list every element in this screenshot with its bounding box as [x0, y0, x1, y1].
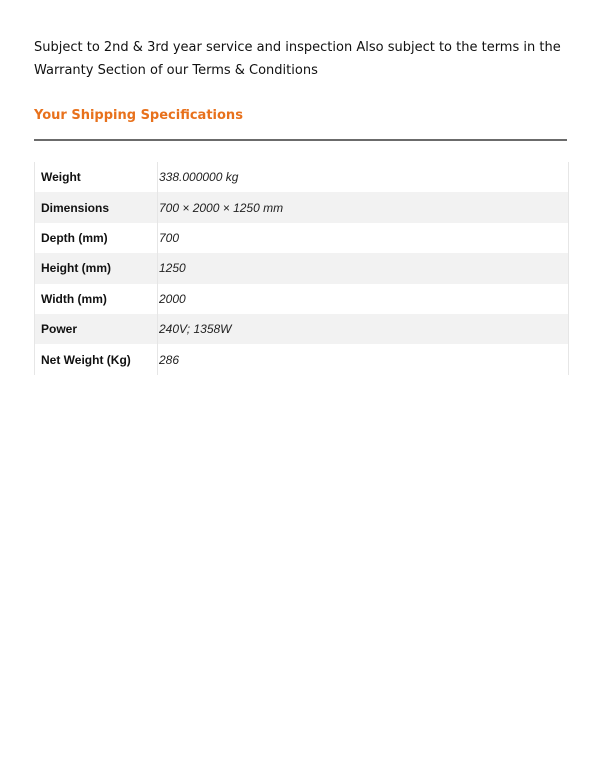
- spec-value: 2000: [159, 291, 186, 306]
- spec-label: Height (mm): [35, 253, 158, 283]
- spec-label: Net Weight (Kg): [35, 344, 158, 374]
- spec-value: 1250: [159, 261, 186, 276]
- spec-label: Width (mm): [35, 284, 158, 314]
- warranty-note-line-2: Warranty Section of our Terms & Conditions: [34, 63, 318, 78]
- spec-value: 286: [159, 352, 180, 367]
- spec-value: 700: [159, 230, 180, 245]
- spec-row-net-weight: [35, 344, 568, 374]
- warranty-note: [34, 36, 574, 82]
- spec-row-depth: [35, 223, 568, 253]
- spec-label: Depth (mm): [35, 223, 158, 253]
- spec-label: Power: [35, 314, 158, 344]
- spec-label: Dimensions: [35, 192, 158, 222]
- section-divider: [34, 139, 567, 141]
- spec-row-power: [35, 314, 568, 344]
- spec-row-height: [35, 253, 568, 283]
- spec-value: 700 × 2000 × 1250 mm: [159, 200, 284, 215]
- spec-value: 240V; 1358W: [159, 322, 232, 337]
- spec-row-width: [35, 284, 568, 314]
- shipping-specifications-table: [34, 162, 569, 375]
- warranty-note-line-1: Subject to 2nd & 3rd year service and inspection Also subject to the terms in the: [34, 40, 561, 55]
- shipping-specifications-heading: Your Shipping Specifications: [34, 108, 243, 123]
- spec-row-weight: [35, 162, 568, 192]
- spec-label: Weight: [35, 162, 158, 192]
- spec-value: 338.000000 kg: [159, 170, 239, 185]
- spec-row-dimensions: [35, 192, 568, 222]
